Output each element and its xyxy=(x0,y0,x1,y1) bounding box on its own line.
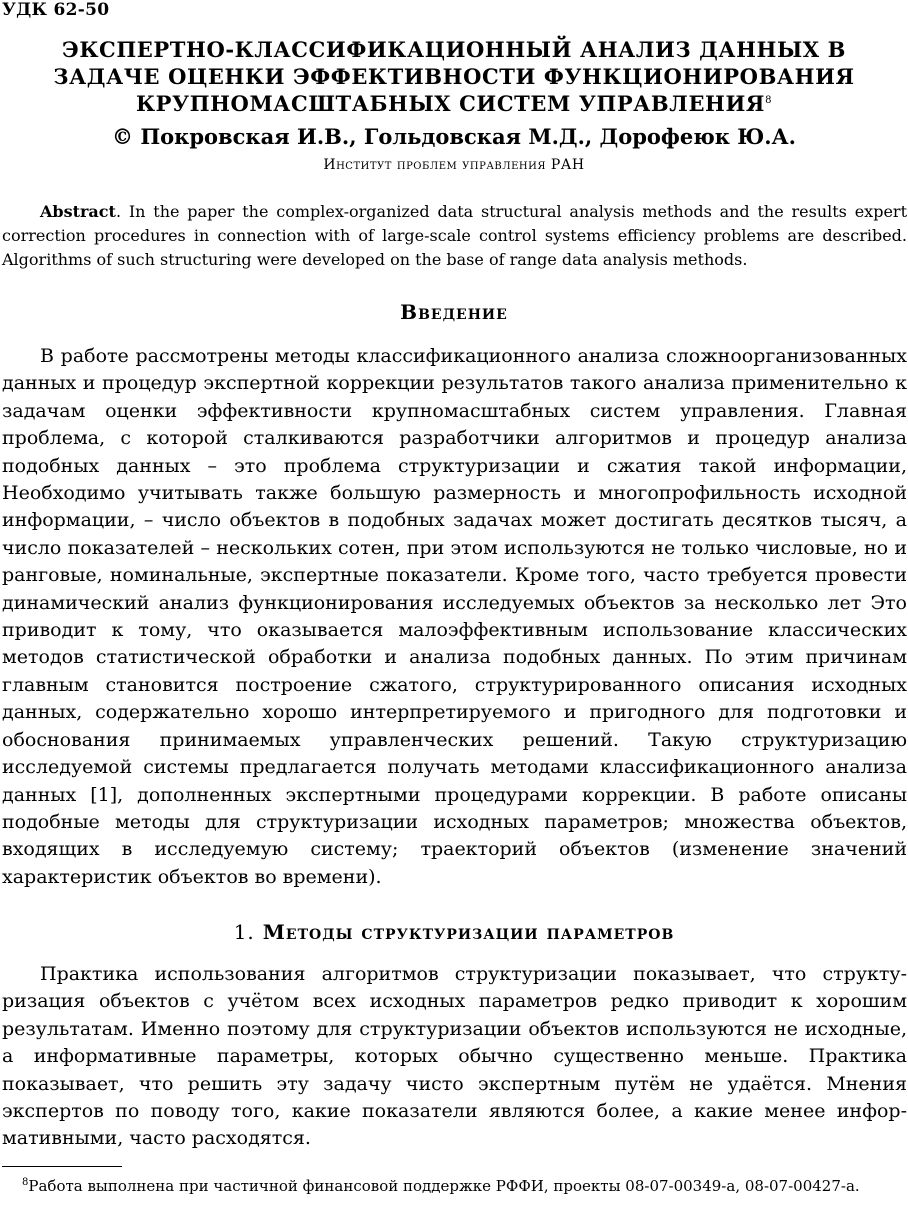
abstract-text: . In the paper the complex-organized data structural analysis methods and the results expert correction procedures in connection with of large-scale control systems efficiency problems are described. Algorithms of such structuring were developed on the base of range data analysis methods. xyxy=(2,202,907,269)
title-line-3 xyxy=(0,90,908,117)
title-footnote-mark: 8 xyxy=(765,95,773,106)
footnote-text: Работа выполнена при частичной финансовой поддержке РФФИ, проекты 08-07-00349-а, 08-07-00427-а. xyxy=(28,1177,860,1195)
title-line-2: ЗАДАЧЕ ОЦЕНКИ ЭФФЕКТИВНОСТИ ФУНКЦИОНИРОВАНИЯ xyxy=(53,64,855,89)
section-title: Методы структуризации параметров xyxy=(262,920,675,944)
abstract xyxy=(2,200,907,272)
section-number: 1. xyxy=(233,920,255,944)
udc-code: УДК 62-50 xyxy=(2,0,110,20)
footnote xyxy=(2,1172,907,1197)
footnote-rule xyxy=(2,1166,122,1167)
institute-affiliation: Институт проблем управления РАН xyxy=(323,157,585,173)
copyright-symbol: © xyxy=(112,124,134,149)
introduction-paragraph: В работе рассмотрены методы классификационного анализа сложноорганизованных данных и процедур экспертной коррекции результатов такого анализа применительно к задачам оценки эффективности крупномасштабных систем управления. Главная проблема, с которой сталкиваются разработчики алгоритмов и процедур анализа подобных данных – это проблема структуризации и сжатия такой информации, Необходимо учитывать также большую размерность и многопрофильность исходной информации, – число объектов в подобных задачах может достигать десятков тысяч, а число показателей – нескольких сотен, при этом используются не только числовые, но и ранговые, номинальные, экспертные показатели. Кроме того, часто требуется провести динамический анализ функционирования исследуемых объектов за несколько лет Это приводит к тому, что оказывается малоэффективным использование классических методов статистической обработки и анализа подобных данных. По этим причинам главным становится построение сжатого, структурированного описания исходных данных, содержательно хорошо интерпретируемого и пригодного для подготовки и обоснования принимаемых управленческих решений. Такую структуризацию исследуемой системы предлагается получать методами классификационного анализа данных [1], дополненных экспертными процедурами коррекции. В работе описаны подобные методы для структуризации исходных параметров; множества объектов, входящих в исследуемую систему; траекторий объектов (изменение значений характеристик объектов во времени). xyxy=(2,345,907,888)
author-names: Покровская И.В., Гольдовская М.Д., Дорофеюк Ю.А. xyxy=(140,124,796,149)
title-line-1: ЭКСПЕРТНО-КЛАССИФИКАЦИОННЫЙ АНАЛИЗ ДАННЫХ В xyxy=(62,37,846,62)
title-line-3-text: КРУПНОМАСШТАБНЫХ СИСТЕМ УПРАВЛЕНИЯ xyxy=(135,91,766,116)
paper-title xyxy=(0,36,908,117)
section-heading-1 xyxy=(0,920,908,944)
section-heading-introduction: Введение xyxy=(400,300,508,324)
section-1-paragraph: Практика использования алгоритмов структуризации показывает, что структуризация объектов с учётом всех исходных параметров редко приводит к хорошим результатам. Именно поэтому для структуризации объектов используются не исходные, а информативные параметры, которых обычно существенно меньше. Практика показывает, что решить эту задачу чисто экспертным путём не удаётся. Мнения экспертов по поводу того, какие показатели являются более, а какие менее информативными, часто расходятся. xyxy=(2,963,907,1150)
abstract-label: Abstract xyxy=(40,202,116,221)
footnote-mark: 8 xyxy=(22,1177,29,1188)
author-list xyxy=(0,124,908,150)
